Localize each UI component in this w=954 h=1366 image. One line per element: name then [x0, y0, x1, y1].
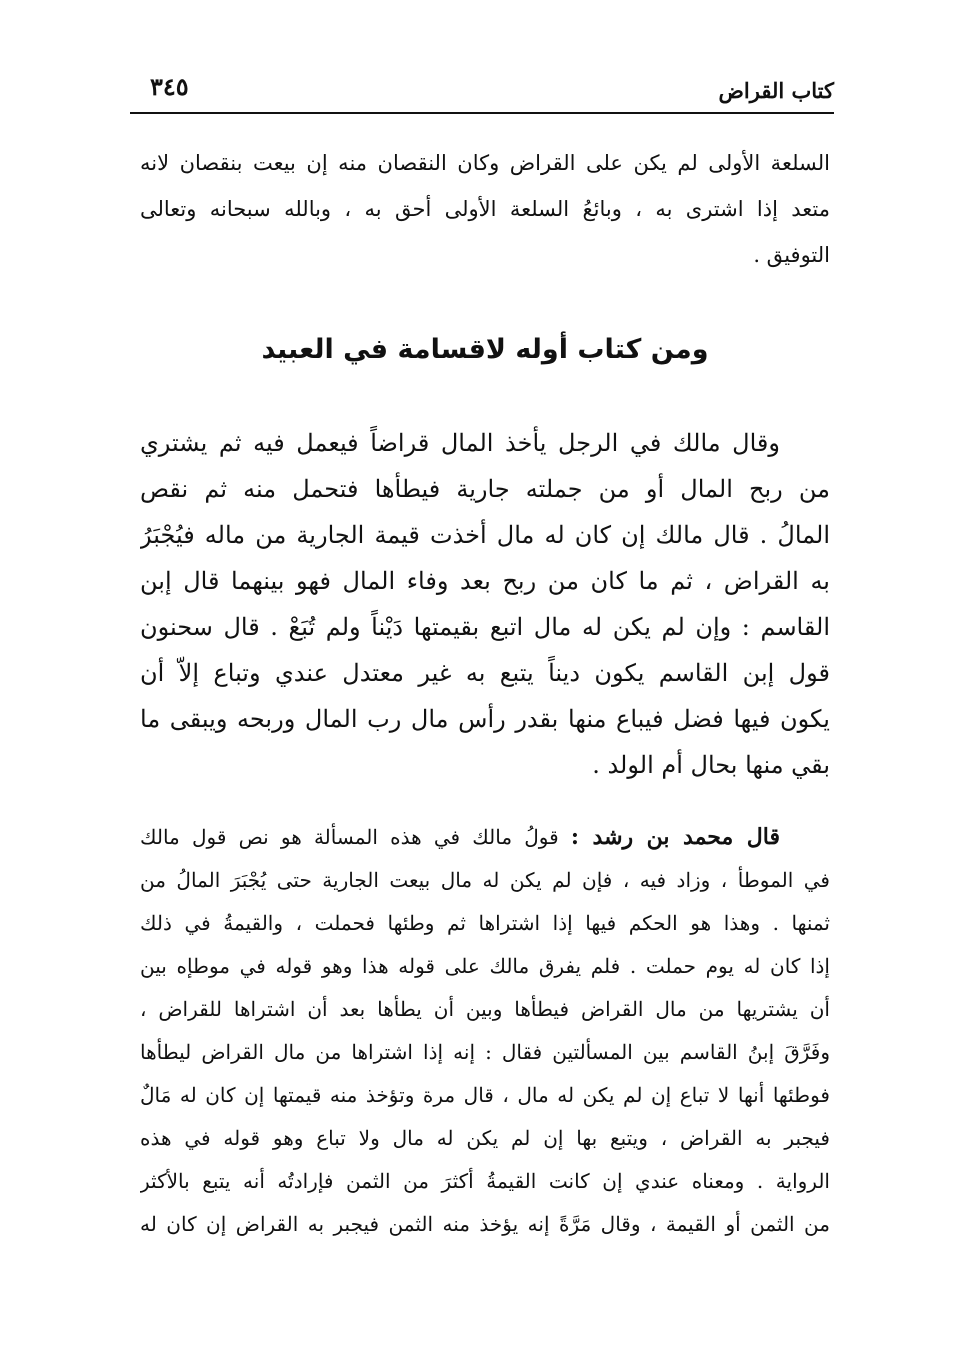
paragraph-ibn-rushd	[140, 816, 830, 1246]
commentary-lead: قال محمد بن رشد :	[570, 824, 780, 850]
paragraph-malik	[140, 420, 830, 788]
text-line: به القراض ، ثم ما كان من ربح بعد وفاء المال فهو بينهما قال إبن	[140, 567, 830, 595]
text-line: إذا كان له يوم حملت . فلم يفرق مالك على قوله هذا وهو قوله في موطإه بين	[140, 954, 830, 978]
text-line: من الثمن أو القيمة ، وقال مَرَّةً إنه يؤخذ منه الثمن فيجبر به القراض إن كان له	[140, 1212, 830, 1236]
commentary-text: قولُ مالك في هذه المسألة هو نص قول مالك	[140, 825, 559, 849]
paragraph-continuation	[140, 140, 830, 278]
page-header	[130, 70, 834, 114]
text-line: السلعة الأولى لم يكن على القراض وكان النقصان منه إن بيعت بنقصان لانه	[140, 151, 830, 175]
page-number: ٣٤٥	[150, 72, 189, 101]
section-heading: ومن كتاب أوله لاقسامة في العبيد	[261, 334, 709, 365]
text-line: يكون فيها فضل فيباع منها بقدر رأس مال رب المال وربحه ويبقى ما	[140, 705, 830, 733]
text-line: بقي منها بحال أم الولد .	[592, 751, 830, 779]
text-line: قول إبن القاسم يكون ديناً يتبع به غير معتدل عندي وتباع إلاّ أن	[140, 659, 830, 687]
text-line	[140, 816, 830, 859]
text-line: متعد إذا اشترى به ، وبائعُ السلعة الأولى أحق به ، وبالله سبحانه وتعالى	[140, 197, 830, 221]
text-line: فوطئها أنها لا تباع إن لم يكن له مال ، قال مرة وتؤخذ منه قيمتها إن كان له مَالٌ	[140, 1083, 830, 1107]
text-line: وقال مالك في الرجل يأخذ المال قراضاً فيعمل فيه ثم يشتري	[140, 429, 780, 457]
text-line: المالُ . قال مالك إن كان له مال أخذت قيمة الجارية من ماله فيُجْبَرُ	[140, 521, 830, 549]
text-line: أن يشتريها من مال القراض فيطأها وبين أن يطأها بعد أن اشتراها للقراض ،	[140, 997, 830, 1021]
text-line: فيجبر به القراض ، ويتبع بها إن لم يكن له مال ولا تباع وهو قوله في هذه	[140, 1126, 830, 1150]
text-line: القاسم : وإن لم يكن له مال اتبع بقيمتها دَيْناً ولم تُبَعْ . قال سحنون	[140, 613, 830, 641]
text-line: ثمنها . وهذا هو الحكم فيها إذا اشتراها ثم وطئها فحملت ، والقيمةُ في ذلك	[140, 911, 830, 935]
header-rule	[130, 112, 834, 114]
text-line: في الموطأ ، وزاد فيه ، فإن لم يكن له مال بيعت الجارية حتى يُجْبَرَ المالُ من	[140, 868, 830, 892]
text-line: من ربح المال أو من جملته جارية فيطأها فتحمل منه ثم نقص	[140, 475, 830, 503]
running-title: كتاب القراض	[718, 78, 834, 103]
text-line: الرواية . ومعناه عندي إن كانت القيمةُ أكثرَ من الثمن فإرادتُه أنه يتبع بالأكثر	[140, 1169, 830, 1193]
text-line: التوفيق .	[753, 243, 830, 267]
text-line: وفَرَّقَ إبنُ القاسم بين المسألتين فقال : إنه إذا اشتراها من مال القراض ليطأها	[140, 1040, 830, 1064]
